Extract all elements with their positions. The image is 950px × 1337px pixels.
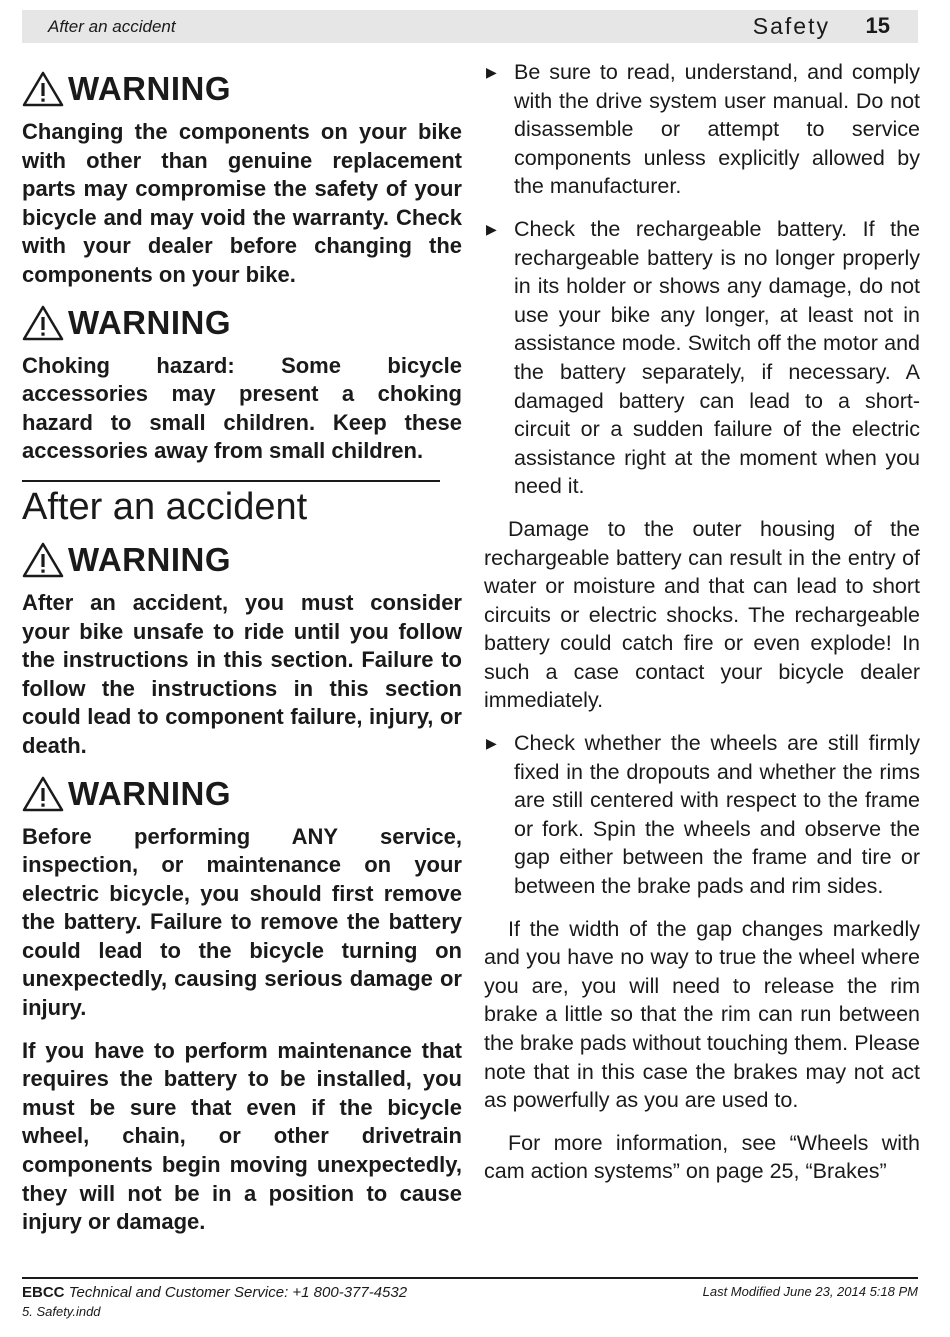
- bullet-arrow-icon: ▶: [486, 64, 497, 80]
- instruction-bullet: [484, 729, 920, 901]
- running-section-title: After an accident: [48, 17, 176, 36]
- footer-service: Technical and Customer Service: +1 800-377-4532: [68, 1284, 408, 1301]
- warning-text: If you have to perform maintenance that requires the battery to be installed, you must be sure that even if the bicycle wheel, chain, or other drivetrain components begin moving unexpectedly, they will not be in a position to cause injury or damage.: [22, 1037, 462, 1235]
- footer-contact: [22, 1284, 407, 1301]
- warning-title: WARNING: [68, 774, 231, 812]
- warning-heading: [22, 304, 462, 342]
- page-header: [22, 10, 918, 43]
- right-column: [484, 58, 920, 1200]
- instruction-bullet: [484, 58, 920, 201]
- body-paragraph: If the width of the gap changes markedly and you have no way to true the wheel where you are, you will need to release the rim brake a little so that the rim can run between the brake pads without touching them. Please note that in this case the brakes may not act as powerfully as you are used to.: [484, 916, 920, 1113]
- warning-triangle-icon: [22, 305, 64, 341]
- footer-filename: 5. Safety.indd: [22, 1304, 101, 1319]
- bullet-arrow-icon: ▶: [486, 220, 497, 237]
- warning-heading: [22, 775, 462, 813]
- warning-title: WARNING: [68, 70, 231, 107]
- bullet-text: Be sure to read, understand, and comply with the drive system user manual. Do not disassemble or attempt to service components unless explicitly allowed by the manufacturer.: [514, 60, 920, 199]
- page-number: 15: [865, 13, 890, 38]
- footer-modified: Last Modified June 23, 2014 5:18 PM: [702, 1284, 918, 1299]
- warning-block: [22, 541, 462, 761]
- body-paragraph: Damage to the outer housing of the rechargeable battery can result in the entry of water or moisture and that can lead to short circuits or electric shocks. The rechargeable battery could catch fire or even explode! In such a case contact your bicycle dealer immediately.: [484, 516, 920, 713]
- left-column: [22, 58, 462, 1251]
- warning-block: [22, 304, 462, 466]
- warning-triangle-icon: [22, 542, 64, 578]
- warning-text: After an accident, you must consider your bike unsafe to ride until you follow the instructions in this section. Failure to follow the instructions in this section could lead to component failure, injury, or death.: [22, 589, 462, 758]
- bullet-text: Check whether the wheels are still firmly fixed in the dropouts and whether the rims are still centered with respect to the frame or fork. Spin the wheels and observe the gap either between the frame and tire or between the brake pads and rim sides.: [514, 731, 920, 899]
- body-paragraph: For more information, see “Wheels with cam action systems” on page 25, “Brakes”: [484, 1130, 920, 1184]
- footer-brand: EBCC: [22, 1284, 65, 1301]
- warning-block: [22, 70, 462, 290]
- bullet-text: Check the rechargeable battery. If the rechargeable battery is no longer properly in its holder or shows any damage, do not use your bike any longer, at least not in assistance mode. Switch off the motor and the battery separately, if necessary. A damaged battery can lead to a short-circuit or a sudden failure of the electric assistance right at the moment when you need it.: [514, 216, 920, 499]
- warning-heading: [22, 70, 462, 108]
- warning-text: Before performing ANY service, inspection, or maintenance on your electric bicycle, you should first remove the battery. Failure to remove the battery could lead to the bicycle turning on unexpectedly, causing serious damage or injury.: [22, 823, 462, 1021]
- warning-text: Changing the components on your bike with other than genuine replacement parts may compromise the safety of your bicycle and may void the warranty. Check with your dealer before changing the components on your bike.: [22, 119, 462, 287]
- warning-block: [22, 775, 462, 1237]
- warning-title: WARNING: [68, 303, 231, 341]
- warning-title: WARNING: [68, 540, 231, 578]
- warning-triangle-icon: [22, 71, 64, 107]
- chapter-title: Safety: [752, 13, 830, 39]
- footer-divider: [22, 1277, 918, 1279]
- warning-heading: [22, 541, 462, 579]
- warning-text: Choking hazard: Some bicycle accessories may present a choking hazard to small children. Keep these accessories away from small children.: [22, 352, 462, 464]
- bullet-arrow-icon: ▶: [486, 735, 497, 752]
- section-divider: [22, 480, 440, 482]
- warning-triangle-icon: [22, 776, 64, 812]
- section-heading: After an accident: [22, 485, 308, 528]
- instruction-bullet: [484, 215, 920, 501]
